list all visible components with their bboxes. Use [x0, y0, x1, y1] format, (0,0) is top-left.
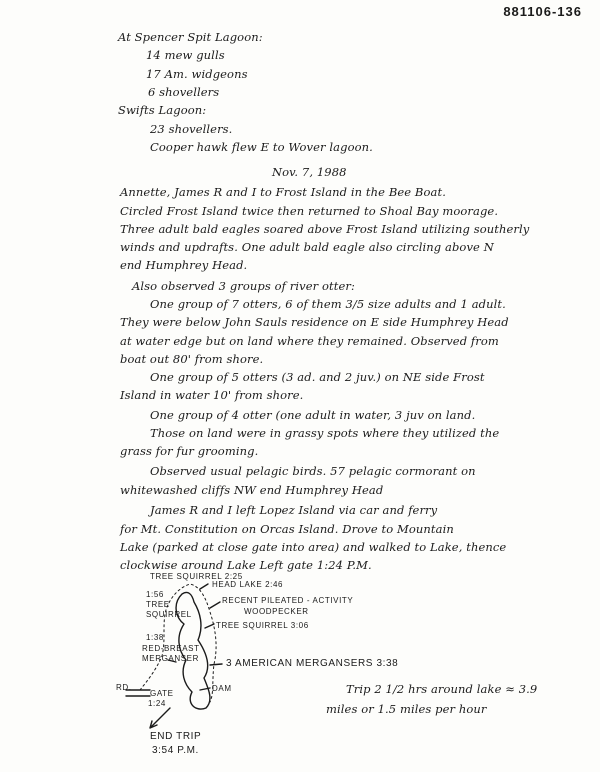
text-line: At Spencer Spit Lagoon:: [118, 30, 263, 44]
entry-date: Nov. 7, 1988: [272, 165, 347, 179]
text-line: Observed usual pelagic birds. 57 pelagic cormorant on: [150, 464, 476, 478]
text-line: Also observed 3 groups of river otter:: [132, 279, 355, 293]
map-label: 1:38: [146, 633, 164, 642]
text-line: Circled Frost Island twice then returned to Shoal Bay moorage.: [120, 204, 499, 218]
text-line: at water edge but on land where they remained. Observed from: [120, 334, 499, 348]
trip-note: miles or 1.5 miles per hour: [326, 702, 487, 716]
end-trip-arrow: [150, 708, 170, 728]
text-line: 17 Am. widgeons: [146, 67, 248, 81]
map-label: TREE: [146, 600, 170, 609]
map-label: GATE: [150, 689, 174, 698]
text-line: 6 shovellers: [148, 85, 220, 99]
text-line: They were below John Sauls residence on E side Humphrey Head: [120, 315, 509, 329]
text-line: for Mt. Constitution on Orcas Island. Drove to Mountain: [120, 522, 454, 536]
text-line: end Humphrey Head.: [120, 258, 248, 272]
text-line: 14 mew gulls: [146, 48, 225, 62]
text-line: One group of 5 otters (3 ad. and 2 juv.) on NE side Frost: [150, 370, 485, 384]
label-leader: [210, 664, 222, 665]
map-label: END TRIP: [150, 731, 202, 742]
text-line: 23 shovellers.: [150, 122, 233, 136]
map-label: RECENT PILEATED - ACTIVITY: [222, 596, 354, 605]
text-line: Annette, James R and I to Frost Island in the Bee Boat.: [120, 185, 446, 199]
label-leader: [210, 602, 220, 608]
map-label: 3:54 P.M.: [152, 745, 199, 756]
label-leader: [200, 584, 208, 589]
text-line: Three adult bald eagles soared above Frost Island utilizing southerly: [120, 222, 530, 236]
document-id: 881106-136: [503, 4, 582, 19]
trip-note: Trip 2 1/2 hrs around lake ≈ 3.9: [346, 682, 538, 696]
text-line: Those on land were in grassy spots where they utilized the: [150, 426, 500, 440]
map-label: DAM: [212, 684, 232, 693]
text-line: winds and updrafts. One adult bald eagle also circling above N: [120, 240, 494, 254]
text-line: James R and I left Lopez Island via car and ferry: [150, 503, 438, 517]
map-label: 1:56: [146, 590, 164, 599]
label-leader: [205, 624, 214, 628]
text-line: One group of 7 otters, 6 of them 3/5 size adults and 1 adult.: [150, 297, 506, 311]
map-label: HEAD LAKE 2:46: [212, 580, 284, 589]
text-line: Island in water 10' from shore.: [120, 388, 304, 402]
map-label: 1:24: [148, 699, 166, 708]
map-label: TREE SQUIRREL 3:06: [216, 621, 309, 630]
text-line: whitewashed cliffs NW end Humphrey Head: [120, 483, 384, 497]
map-label: SQUIRREL: [146, 610, 192, 619]
map-label: TREE SQUIRREL 2:25: [150, 572, 243, 581]
map-label: 3 AMERICAN MERGANSERS 3:38: [226, 658, 399, 669]
text-line: Cooper hawk flew E to Wover lagoon.: [150, 140, 373, 154]
map-label: MERGANSER: [142, 654, 199, 663]
text-line: Swifts Lagoon:: [118, 103, 207, 117]
text-line: boat out 80' from shore.: [120, 352, 264, 366]
map-label: RD.: [116, 683, 132, 692]
text-line: One group of 4 otter (one adult in water, 3 juv on land.: [150, 408, 476, 422]
text-line: grass for fur grooming.: [120, 444, 259, 458]
text-line: clockwise around Lake Left gate 1:24 P.M.: [120, 558, 372, 572]
text-line: Lake (parked at close gate into area) and walked to Lake, thence: [120, 540, 507, 554]
map-label: WOODPECKER: [244, 607, 309, 616]
map-label: RED-BREAST: [142, 644, 200, 653]
